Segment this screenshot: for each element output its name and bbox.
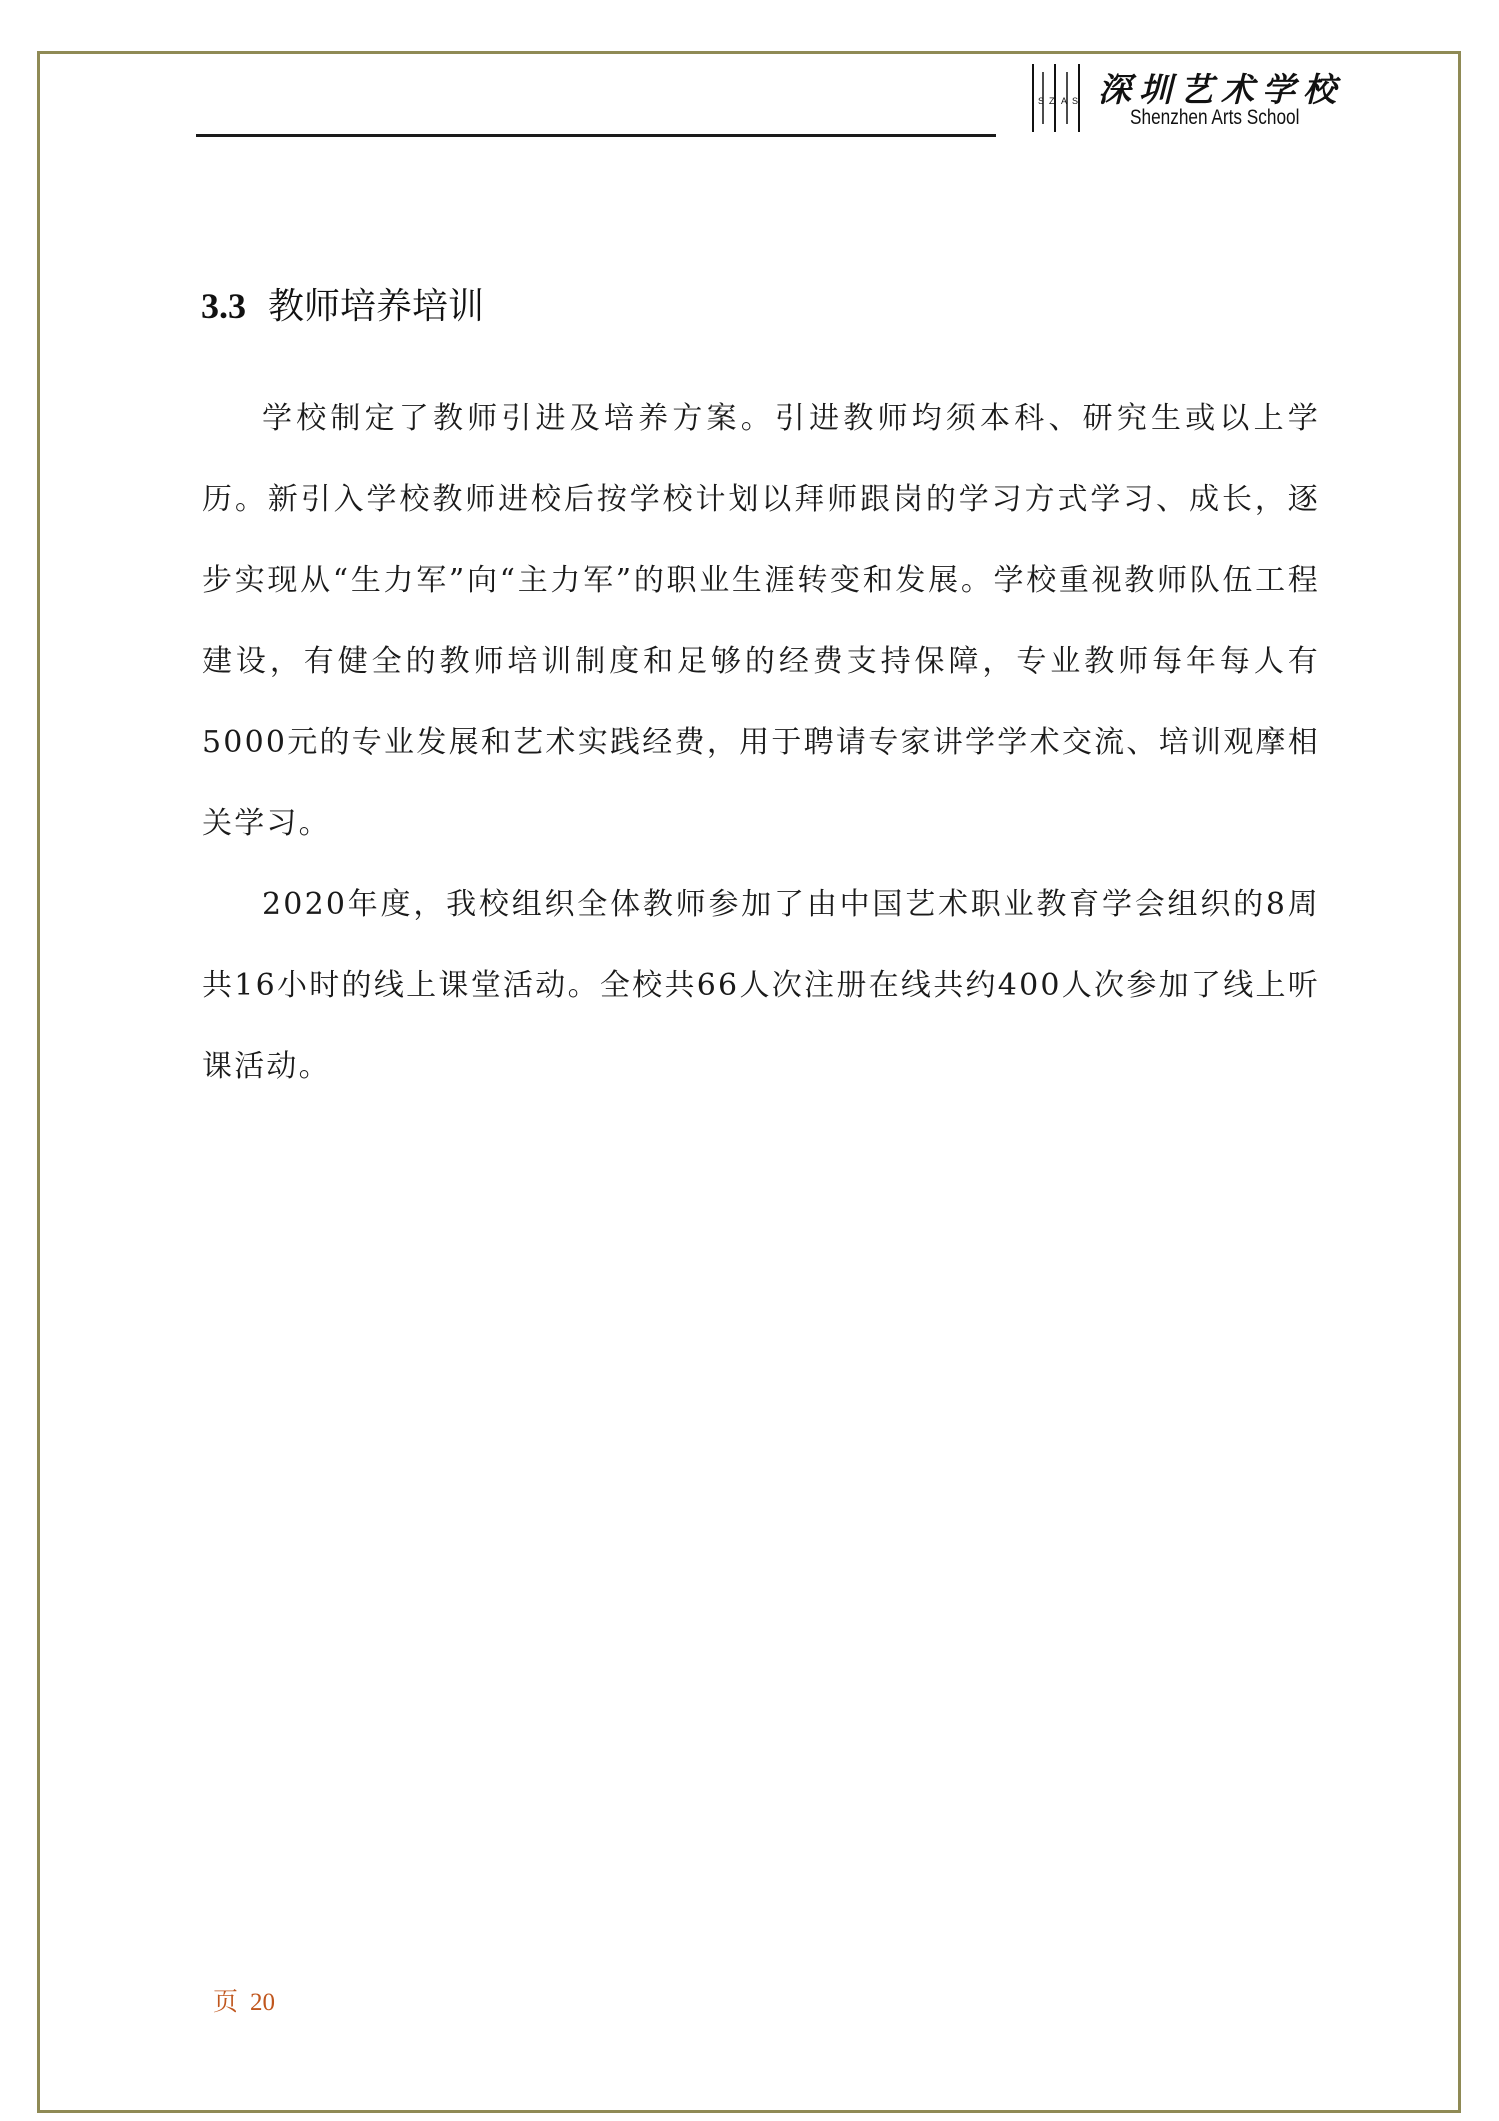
page-number-value: 20 bbox=[250, 1989, 276, 2016]
page-label: 页 bbox=[213, 1987, 239, 2016]
body-paragraph: 2020年度，我校组织全体教师参加了由中国艺术职业教育学会组织的8周共16小时的线上课堂活动。全校共66人次注册在线共约400人次参加了线上听课活动。 bbox=[202, 887, 1320, 1084]
school-name-en: Shenzhen Arts School bbox=[1130, 106, 1300, 129]
section-title bbox=[201, 278, 484, 329]
header-rule bbox=[196, 134, 996, 137]
svg-text:Z: Z bbox=[1049, 96, 1055, 106]
section-title-text: 教师培养培训 bbox=[268, 286, 485, 327]
school-name-cn: 深圳艺术学校 bbox=[1098, 70, 1344, 109]
svg-text:A: A bbox=[1061, 96, 1068, 106]
section-number: 3.3 bbox=[201, 286, 246, 326]
body-paragraph: 学校制定了教师引进及培养方案。引进教师均须本科、研究生或以上学历。新引入学校教师进校后按学校计划以拜师跟岗的学习方式学习、成长，逐步实现从“生力军”向“主力军”的职业生涯转变和发展。学校重视教师队伍工程建设，有健全的教师培训制度和足够的经费支持保障，专业教师每年每人有5000元的专业发展和艺术实践经费，用于聘请专家讲学学术交流、培训观摩相关学习。 bbox=[202, 401, 1320, 841]
szas-logo-mark bbox=[1030, 62, 1082, 134]
school-logo bbox=[1030, 58, 1344, 138]
svg-text:S: S bbox=[1038, 96, 1045, 106]
svg-text:S: S bbox=[1072, 96, 1079, 106]
page-number bbox=[213, 1982, 275, 2018]
